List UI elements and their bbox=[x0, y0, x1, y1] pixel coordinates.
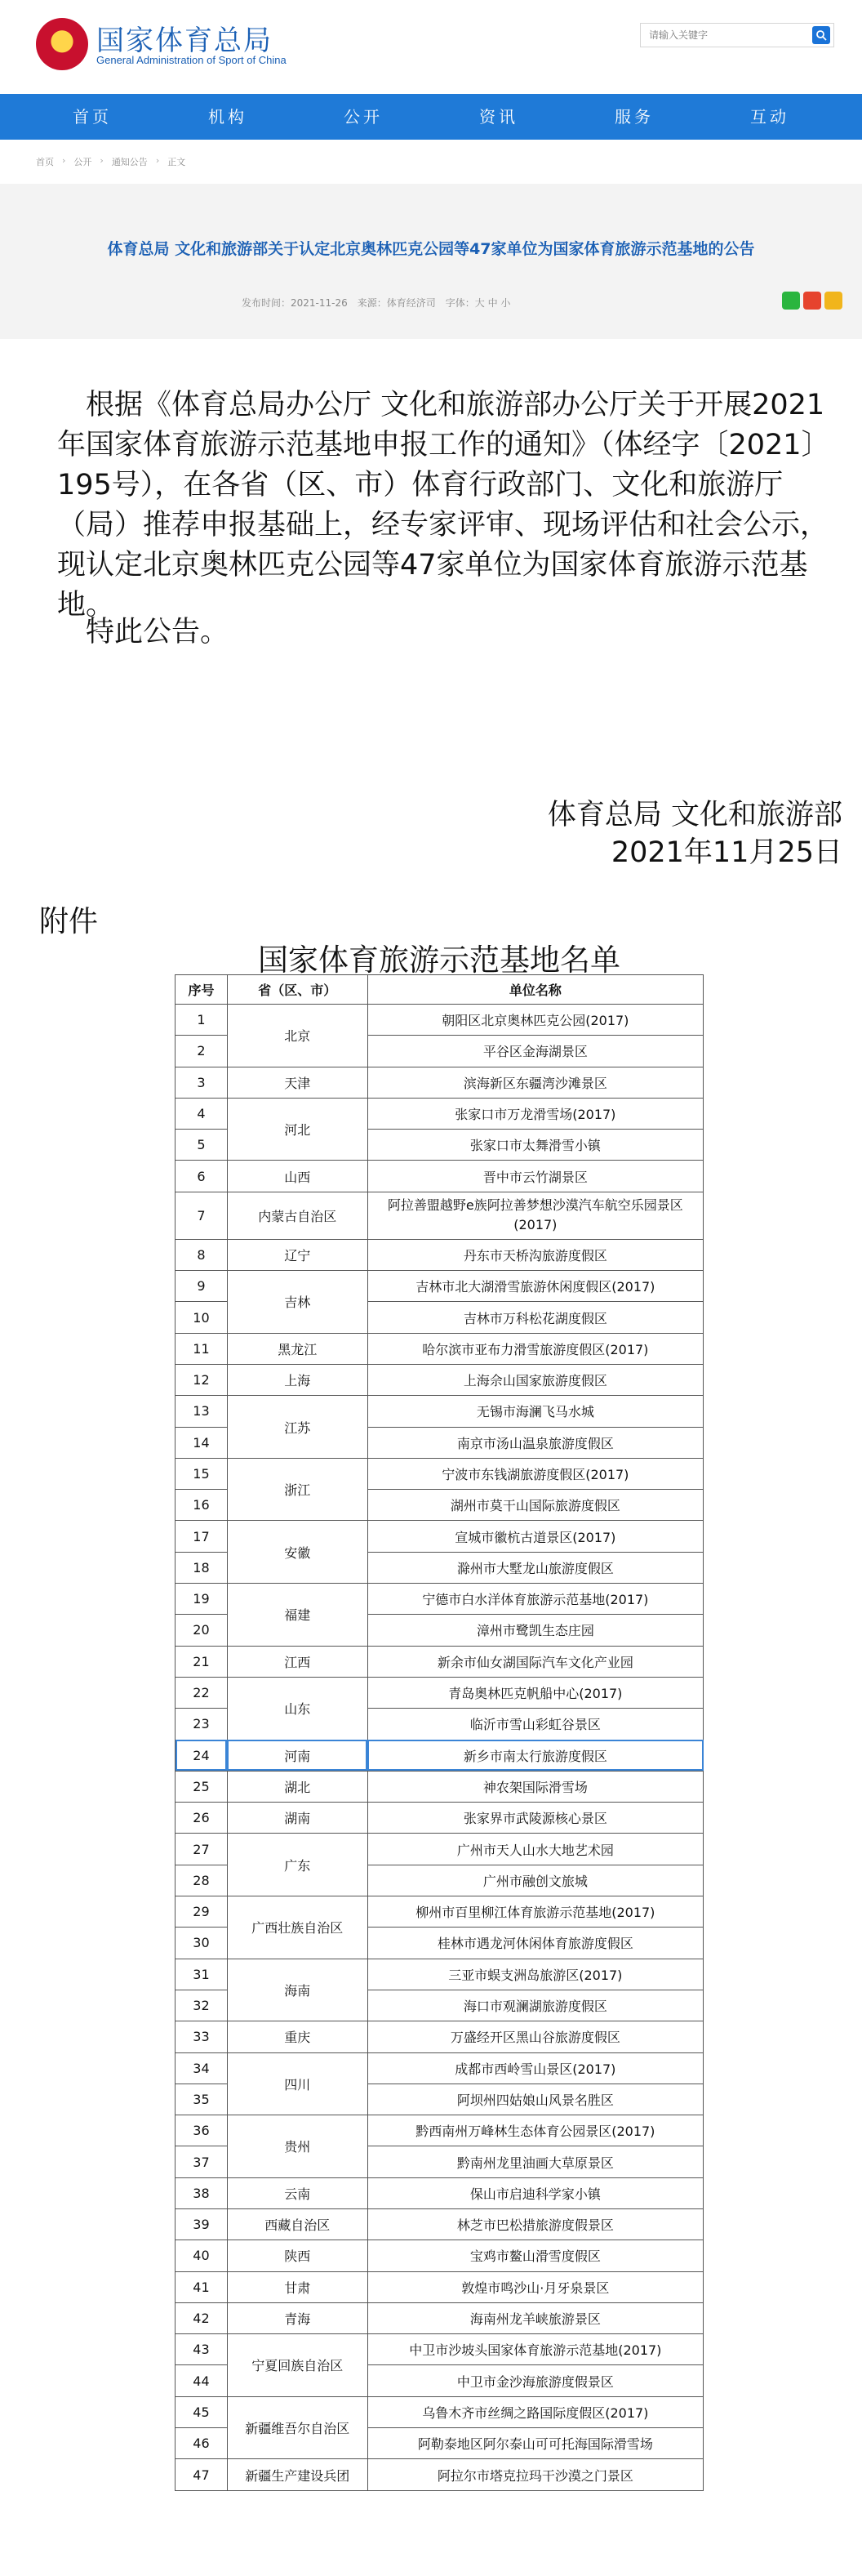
row-province: 新疆维吾尔自治区 bbox=[227, 2396, 367, 2459]
row-unit-name: 海南州龙羊峡旅游景区 bbox=[367, 2302, 703, 2333]
row-index: 23 bbox=[176, 1709, 228, 1740]
table-row bbox=[176, 1271, 704, 1302]
row-index: 39 bbox=[176, 2208, 228, 2240]
row-province: 陕西 bbox=[227, 2240, 367, 2271]
publish-date: 发布时间：2021-11-26 bbox=[242, 297, 348, 309]
table-row bbox=[176, 1646, 704, 1677]
table-row bbox=[176, 1396, 704, 1427]
row-province: 青海 bbox=[227, 2302, 367, 2333]
table-row bbox=[176, 1005, 704, 1036]
row-index: 1 bbox=[176, 1005, 228, 1036]
row-index: 43 bbox=[176, 2334, 228, 2365]
wechat-share-icon[interactable] bbox=[782, 292, 800, 310]
table-header-row bbox=[176, 975, 704, 1005]
row-unit-name: 广州市融创文旅城 bbox=[367, 1865, 703, 1896]
row-unit-name: 广州市天人山水大地艺术园 bbox=[367, 1834, 703, 1865]
nav-organization[interactable]: 机构 bbox=[208, 107, 247, 127]
table-row bbox=[176, 1771, 704, 1802]
row-index: 22 bbox=[176, 1677, 228, 1708]
weibo-share-icon[interactable] bbox=[803, 292, 821, 310]
closing-text: 特此公告。 bbox=[86, 616, 229, 648]
row-index: 13 bbox=[176, 1396, 228, 1427]
row-unit-name: 湖州市莫干山国际旅游度假区 bbox=[367, 1490, 703, 1521]
nav-home[interactable]: 首页 bbox=[73, 107, 112, 127]
row-index: 18 bbox=[176, 1552, 228, 1583]
row-province: 西藏自治区 bbox=[227, 2208, 367, 2240]
search-icon bbox=[815, 29, 827, 41]
breadcrumb-separator: › bbox=[100, 155, 104, 166]
signature-date: 2021年11月25日 bbox=[611, 836, 842, 869]
row-index: 3 bbox=[176, 1067, 228, 1098]
row-unit-name: 宁德市白水洋体育旅游示范基地(2017) bbox=[367, 1584, 703, 1615]
row-unit-name: 乌鲁木齐市丝绸之路国际度假区(2017) bbox=[367, 2396, 703, 2427]
row-unit-name: 海口市观澜湖旅游度假区 bbox=[367, 1990, 703, 2021]
table-row bbox=[176, 2240, 704, 2271]
row-index: 25 bbox=[176, 1771, 228, 1802]
row-unit-name: 张家口市太舞滑雪小镇 bbox=[367, 1130, 703, 1161]
row-index: 6 bbox=[176, 1161, 228, 1192]
row-province: 广西壮族自治区 bbox=[227, 1896, 367, 1959]
announcement-paragraph: 根据《体育总局办公厅 文化和旅游部办公厅关于开展2021年国家体育旅游示范基地申报工作的通知》（体经字〔2021〕195号），在各省（区、市）体育行政部门、文化和旅游厅（局）推荐申报基础上，经专家评审、现场评估和社会公示，现认定北京奥林匹克公园等47家单位为国家体育旅游示范基地。 bbox=[57, 389, 830, 622]
row-province: 河南 bbox=[227, 1740, 367, 1771]
row-unit-name: 吉林市万科松花湖度假区 bbox=[367, 1302, 703, 1333]
row-province: 天津 bbox=[227, 1067, 367, 1098]
table-row bbox=[176, 2302, 704, 2333]
row-index: 42 bbox=[176, 2302, 228, 2333]
article-source: 来源：体育经济司 bbox=[357, 297, 436, 309]
table-row bbox=[176, 1959, 704, 1990]
table-row bbox=[176, 1161, 704, 1192]
row-index: 44 bbox=[176, 2365, 228, 2396]
row-index: 20 bbox=[176, 1615, 228, 1646]
row-index: 24 bbox=[176, 1740, 228, 1771]
row-index: 10 bbox=[176, 1302, 228, 1333]
row-index: 21 bbox=[176, 1646, 228, 1677]
table-row bbox=[176, 1458, 704, 1489]
breadcrumb-current: 正文 bbox=[167, 157, 186, 167]
row-unit-name: 新乡市南太行旅游度假区 bbox=[367, 1740, 703, 1771]
row-unit-name: 无锡市海澜飞马水城 bbox=[367, 1396, 703, 1427]
row-index: 46 bbox=[176, 2428, 228, 2459]
header-index: 序号 bbox=[176, 975, 228, 1005]
row-unit-name: 上海佘山国家旅游度假区 bbox=[367, 1364, 703, 1395]
row-index: 38 bbox=[176, 2177, 228, 2208]
table-row bbox=[176, 1239, 704, 1270]
row-province: 山西 bbox=[227, 1161, 367, 1192]
table-row bbox=[176, 1067, 704, 1098]
row-index: 28 bbox=[176, 1865, 228, 1896]
row-index: 7 bbox=[176, 1192, 228, 1239]
row-index: 9 bbox=[176, 1271, 228, 1302]
row-unit-name: 滨海新区东疆湾沙滩景区 bbox=[367, 1067, 703, 1098]
search-input[interactable] bbox=[641, 24, 806, 47]
row-unit-name: 漳州市鹭凯生态庄园 bbox=[367, 1615, 703, 1646]
row-unit-name: 宝鸡市鳌山滑雪度假区 bbox=[367, 2240, 703, 2271]
base-list-table bbox=[175, 974, 704, 2491]
row-unit-name: 敦煌市鸣沙山·月牙泉景区 bbox=[367, 2271, 703, 2302]
breadcrumb-public[interactable]: 公开 bbox=[73, 157, 92, 167]
row-index: 14 bbox=[176, 1427, 228, 1458]
row-unit-name: 张家口市万龙滑雪场(2017) bbox=[367, 1098, 703, 1129]
row-unit-name: 成都市西岭雪山景区(2017) bbox=[367, 2052, 703, 2084]
table-row bbox=[176, 2052, 704, 2084]
row-index: 36 bbox=[176, 2115, 228, 2146]
row-index: 30 bbox=[176, 1928, 228, 1959]
row-province: 新疆生产建设兵团 bbox=[227, 2459, 367, 2490]
row-province: 海南 bbox=[227, 1959, 367, 2021]
row-index: 11 bbox=[176, 1333, 228, 1364]
share-buttons bbox=[782, 292, 842, 310]
row-province: 四川 bbox=[227, 2052, 367, 2115]
breadcrumb-notices[interactable]: 通知公告 bbox=[111, 157, 148, 167]
row-unit-name: 神农架国际滑雪场 bbox=[367, 1771, 703, 1802]
row-unit-name: 桂林市遇龙河休闲体育旅游度假区 bbox=[367, 1928, 703, 1959]
row-index: 32 bbox=[176, 1990, 228, 2021]
row-unit-name: 黔南州龙里油画大草原景区 bbox=[367, 2146, 703, 2177]
table-row bbox=[176, 1834, 704, 1865]
nav-service[interactable]: 服务 bbox=[615, 107, 654, 127]
row-index: 5 bbox=[176, 1130, 228, 1161]
site-subtitle: General Administration of Sport of China bbox=[96, 54, 287, 66]
breadcrumb-home[interactable]: 首页 bbox=[36, 157, 54, 167]
row-index: 27 bbox=[176, 1834, 228, 1865]
table-row bbox=[176, 2396, 704, 2427]
row-province: 江苏 bbox=[227, 1396, 367, 1459]
row-province: 甘肃 bbox=[227, 2271, 367, 2302]
row-index: 40 bbox=[176, 2240, 228, 2271]
row-province: 辽宁 bbox=[227, 1239, 367, 1270]
row-unit-name: 阿拉善盟越野e族阿拉善梦想沙漠汽车航空乐园景区(2017) bbox=[367, 1192, 703, 1239]
row-index: 16 bbox=[176, 1490, 228, 1521]
row-index: 19 bbox=[176, 1584, 228, 1615]
row-province: 安徽 bbox=[227, 1521, 367, 1584]
row-unit-name: 阿勒泰地区阿尔泰山可可托海国际滑雪场 bbox=[367, 2428, 703, 2459]
table-row bbox=[176, 1364, 704, 1395]
row-unit-name: 中卫市金沙海旅游度假景区 bbox=[367, 2365, 703, 2396]
table-row bbox=[176, 1098, 704, 1129]
nav-news[interactable]: 资讯 bbox=[479, 107, 518, 127]
row-index: 15 bbox=[176, 1458, 228, 1489]
table-row bbox=[176, 2115, 704, 2146]
row-province: 北京 bbox=[227, 1005, 367, 1067]
row-unit-name: 哈尔滨市亚布力滑雪旅游度假区(2017) bbox=[367, 1333, 703, 1364]
row-province: 宁夏回族自治区 bbox=[227, 2334, 367, 2397]
table-row bbox=[176, 1333, 704, 1364]
article-meta bbox=[242, 296, 520, 310]
header-unit: 单位名称 bbox=[367, 975, 703, 1005]
row-index: 12 bbox=[176, 1364, 228, 1395]
table-row bbox=[176, 2021, 704, 2052]
row-province: 贵州 bbox=[227, 2115, 367, 2178]
table-row bbox=[176, 2459, 704, 2490]
row-index: 35 bbox=[176, 2084, 228, 2115]
row-province: 浙江 bbox=[227, 1458, 367, 1521]
row-unit-name: 晋中市云竹湖景区 bbox=[367, 1161, 703, 1192]
row-province: 内蒙古自治区 bbox=[227, 1192, 367, 1239]
row-province: 重庆 bbox=[227, 2021, 367, 2052]
table-row bbox=[176, 1896, 704, 1928]
row-unit-name: 三亚市蜈支洲岛旅游区(2017) bbox=[367, 1959, 703, 1990]
table-row bbox=[176, 2177, 704, 2208]
row-unit-name: 中卫市沙坡头国家体育旅游示范基地(2017) bbox=[367, 2334, 703, 2365]
table-row bbox=[176, 1677, 704, 1708]
row-unit-name: 青岛奥林匹克帆船中心(2017) bbox=[367, 1677, 703, 1708]
table-row bbox=[176, 1740, 704, 1771]
table-row bbox=[176, 2208, 704, 2240]
row-index: 41 bbox=[176, 2271, 228, 2302]
row-unit-name: 宁波市东钱湖旅游度假区(2017) bbox=[367, 1458, 703, 1489]
row-province: 福建 bbox=[227, 1584, 367, 1647]
signature: 体育总局 文化和旅游部 bbox=[547, 799, 842, 831]
search-button[interactable] bbox=[812, 26, 830, 44]
row-unit-name: 柳州市百里柳江体育旅游示范基地(2017) bbox=[367, 1896, 703, 1928]
breadcrumb bbox=[36, 155, 185, 168]
row-index: 33 bbox=[176, 2021, 228, 2052]
row-index: 8 bbox=[176, 1239, 228, 1270]
table-row bbox=[176, 1803, 704, 1834]
breadcrumb-separator: › bbox=[155, 155, 160, 166]
row-unit-name: 新余市仙女湖国际汽车文化产业园 bbox=[367, 1646, 703, 1677]
row-unit-name: 南京市汤山温泉旅游度假区 bbox=[367, 1427, 703, 1458]
row-unit-name: 丹东市天桥沟旅游度假区 bbox=[367, 1239, 703, 1270]
table-body bbox=[176, 1005, 704, 2491]
breadcrumb-separator: › bbox=[62, 155, 66, 166]
font-size-switcher[interactable]: 字体：大 中 小 bbox=[445, 297, 511, 309]
row-province: 吉林 bbox=[227, 1271, 367, 1334]
row-index: 26 bbox=[176, 1803, 228, 1834]
article-title: 体育总局 文化和旅游部关于认定北京奥林匹克公园等47家单位为国家体育旅游示范基地的公告 bbox=[107, 240, 755, 258]
row-unit-name: 黔西南州万峰林生态体育公园景区(2017) bbox=[367, 2115, 703, 2146]
row-unit-name: 张家界市武陵源核心景区 bbox=[367, 1803, 703, 1834]
nav-public[interactable]: 公开 bbox=[344, 107, 383, 127]
main-nav bbox=[0, 94, 862, 140]
table-row bbox=[176, 2271, 704, 2302]
announcement-closing bbox=[57, 613, 841, 653]
row-province: 云南 bbox=[227, 2177, 367, 2208]
row-index: 4 bbox=[176, 1098, 228, 1129]
nav-interaction[interactable]: 互动 bbox=[750, 107, 789, 127]
row-province: 江西 bbox=[227, 1646, 367, 1677]
row-province: 广东 bbox=[227, 1834, 367, 1896]
row-province: 河北 bbox=[227, 1098, 367, 1161]
row-unit-name: 阿坝州四姑娘山风景名胜区 bbox=[367, 2084, 703, 2115]
search-box bbox=[640, 23, 834, 47]
row-province: 湖南 bbox=[227, 1803, 367, 1834]
row-unit-name: 平谷区金海湖景区 bbox=[367, 1036, 703, 1067]
site-title[interactable]: 国家体育总局 bbox=[96, 25, 273, 57]
row-index: 17 bbox=[176, 1521, 228, 1552]
row-province: 黑龙江 bbox=[227, 1333, 367, 1364]
list-title: 国家体育旅游示范基地名单 bbox=[258, 943, 620, 978]
national-emblem-icon[interactable] bbox=[36, 18, 88, 70]
row-index: 2 bbox=[176, 1036, 228, 1067]
table-row bbox=[176, 2334, 704, 2365]
row-unit-name: 临沂市雪山彩虹谷景区 bbox=[367, 1709, 703, 1740]
article-header-area bbox=[0, 184, 862, 339]
header-province: 省（区、市） bbox=[227, 975, 367, 1005]
table-row bbox=[176, 1584, 704, 1615]
table-row bbox=[176, 1192, 704, 1239]
qzone-share-icon[interactable] bbox=[824, 292, 842, 310]
row-unit-name: 朝阳区北京奥林匹克公园(2017) bbox=[367, 1005, 703, 1036]
table-row bbox=[176, 1521, 704, 1552]
row-province: 上海 bbox=[227, 1364, 367, 1395]
row-index: 47 bbox=[176, 2459, 228, 2490]
row-unit-name: 吉林市北大湖滑雪旅游休闲度假区(2017) bbox=[367, 1271, 703, 1302]
row-unit-name: 万盛经开区黑山谷旅游度假区 bbox=[367, 2021, 703, 2052]
row-index: 29 bbox=[176, 1896, 228, 1928]
row-province: 湖北 bbox=[227, 1771, 367, 1802]
row-unit-name: 滁州市大墅龙山旅游度假区 bbox=[367, 1552, 703, 1583]
row-index: 31 bbox=[176, 1959, 228, 1990]
row-province: 山东 bbox=[227, 1677, 367, 1740]
row-unit-name: 林芝市巴松措旅游度假景区 bbox=[367, 2208, 703, 2240]
row-unit-name: 宣城市徽杭古道景区(2017) bbox=[367, 1521, 703, 1552]
row-index: 45 bbox=[176, 2396, 228, 2427]
attachment-label: 附件 bbox=[39, 905, 99, 938]
site-header bbox=[0, 0, 862, 94]
row-unit-name: 保山市启迪科学家小镇 bbox=[367, 2177, 703, 2208]
row-unit-name: 阿拉尔市塔克拉玛干沙漠之门景区 bbox=[367, 2459, 703, 2490]
row-index: 37 bbox=[176, 2146, 228, 2177]
row-index: 34 bbox=[176, 2052, 228, 2084]
